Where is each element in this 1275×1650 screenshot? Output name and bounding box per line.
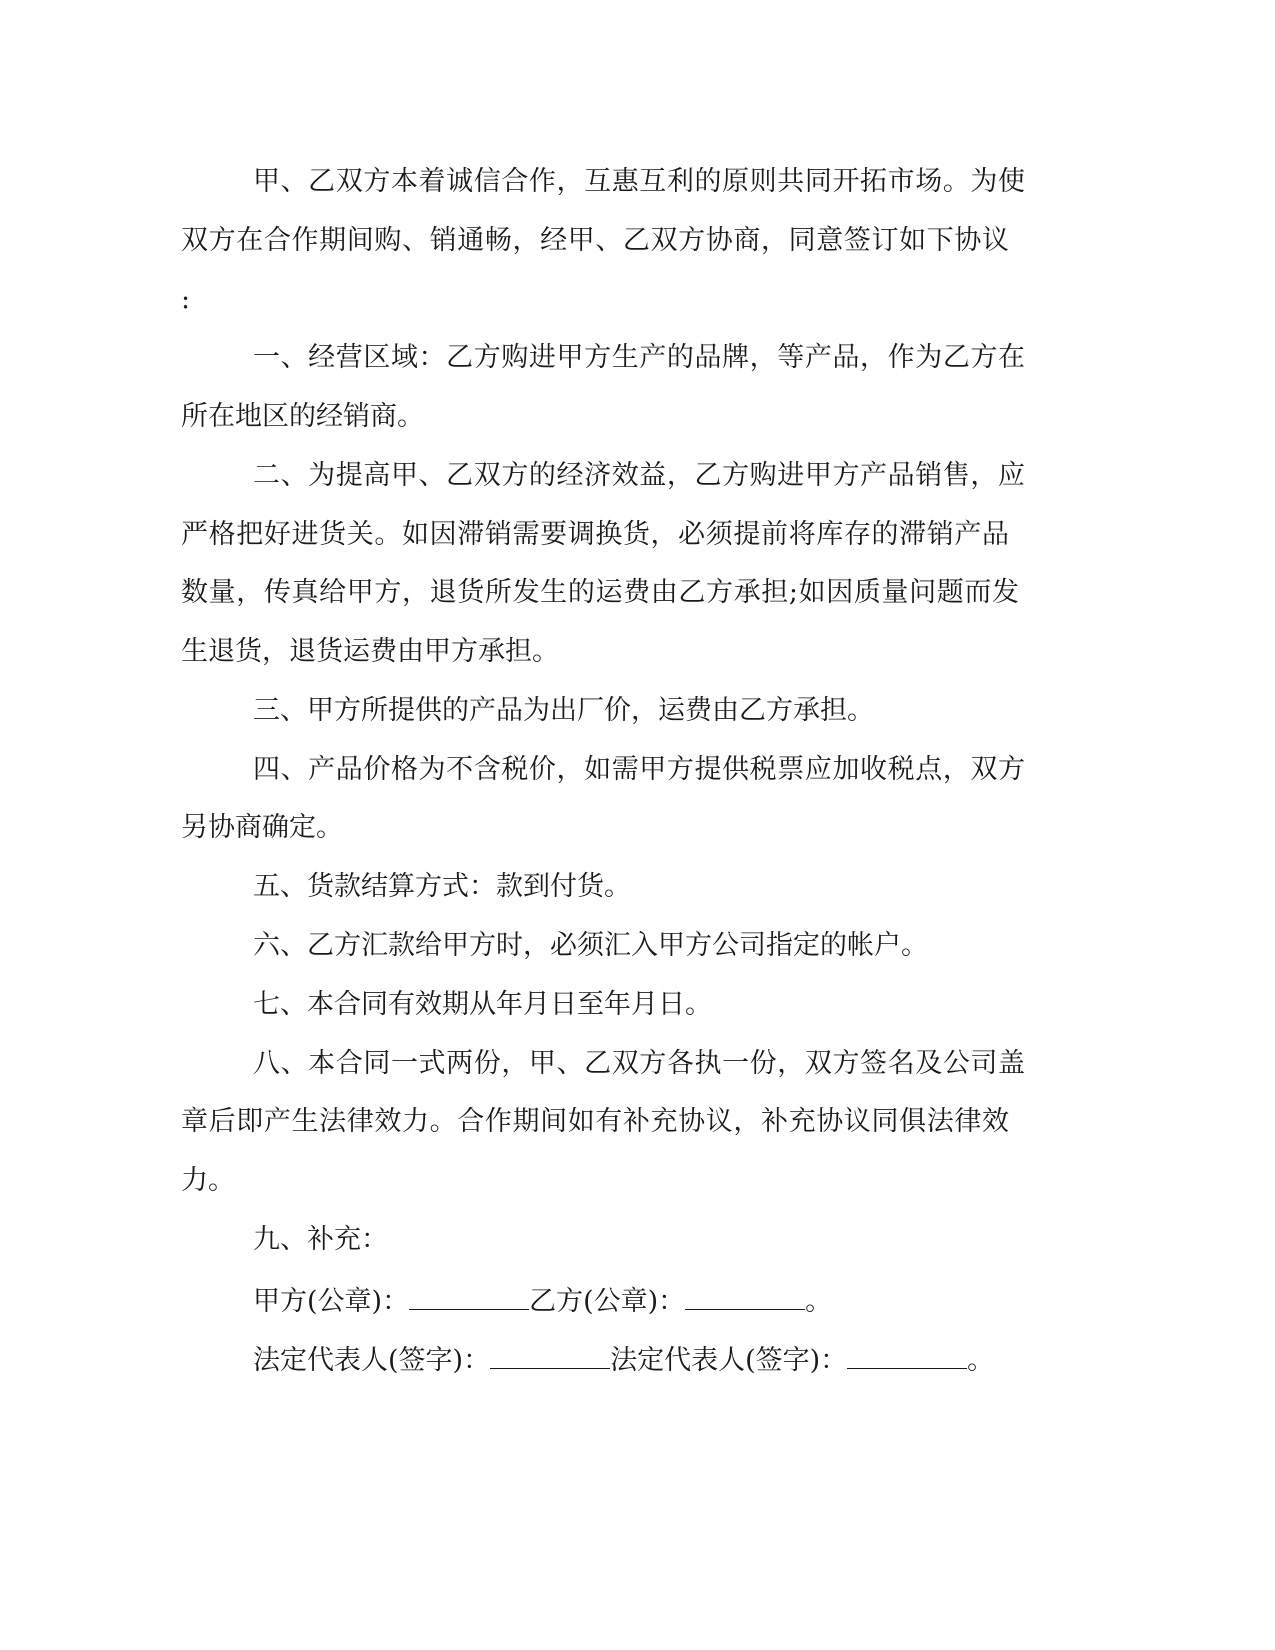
intro-line-2: 双方在合作期间购、销通畅，经甲、乙双方协商，同意签订如下协议 (181, 225, 1009, 256)
clause-8-line-1: 八、本合同一式两份，甲、乙双方各执一份，双方签名及公司盖 (253, 1048, 1025, 1079)
rep-b-label: 法定代表人(签字)： (610, 1345, 848, 1376)
seal-signature-line (253, 1282, 832, 1319)
party-b-seal-blank[interactable] (685, 1282, 805, 1310)
clause-2-line-2: 严格把好进货关。如因滞销需要调换货，必须提前将库存的滞销产品 (181, 519, 1009, 550)
clause-4-line-1: 四、产品价格为不含税价，如需甲方提供税票应加收税点，双方 (253, 754, 1025, 785)
rep-b-signature-blank[interactable] (847, 1341, 967, 1369)
clause-8-line-3: 力。 (181, 1165, 235, 1196)
clause-1-line-1: 一、经营区域：乙方购进甲方生产的品牌，等产品，作为乙方在 (253, 342, 1025, 373)
party-b-seal-label: 乙方(公章)： (529, 1286, 686, 1317)
clause-2-line-1: 二、为提高甲、乙双方的经济效益，乙方购进甲方产品销售，应 (253, 460, 1025, 491)
rep-a-label: 法定代表人(签字)： (253, 1345, 491, 1376)
clause-3-line-1: 三、甲方所提供的产品为出厂价，运费由乙方承担。 (253, 695, 874, 726)
clause-8-line-2: 章后即产生法律效力。合作期间如有补充协议，补充协议同俱法律效 (181, 1106, 1009, 1137)
clause-7-line-1: 七、本合同有效期从年月日至年月日。 (253, 989, 712, 1020)
clause-1-line-2: 所在地区的经销商。 (181, 401, 424, 432)
rep-line-end-mark: 。 (967, 1345, 995, 1376)
intro-line-3: : (181, 284, 191, 315)
clause-2-line-3: 数量，传真给甲方，退货所发生的运费由乙方承担;如因质量问题而发 (181, 577, 1019, 608)
clause-9-line-1: 九、补充： (253, 1224, 388, 1255)
clause-6-line-1: 六、乙方汇款给甲方时，必须汇入甲方公司指定的帐户。 (253, 930, 928, 961)
clause-2-line-4: 生退货，退货运费由甲方承担。 (181, 636, 559, 667)
rep-a-signature-blank[interactable] (490, 1341, 610, 1369)
clause-5-line-1: 五、货款结算方式：款到付货。 (253, 871, 631, 902)
seal-line-end-mark: 。 (805, 1286, 833, 1317)
clause-4-line-2: 另协商确定。 (181, 812, 343, 843)
intro-line-1: 甲、乙双方本着诚信合作，互惠互利的原则共同开拓市场。为使 (253, 166, 1025, 197)
representative-signature-line (253, 1341, 994, 1378)
party-a-seal-blank[interactable] (409, 1282, 529, 1310)
party-a-seal-label: 甲方(公章)： (253, 1286, 410, 1317)
